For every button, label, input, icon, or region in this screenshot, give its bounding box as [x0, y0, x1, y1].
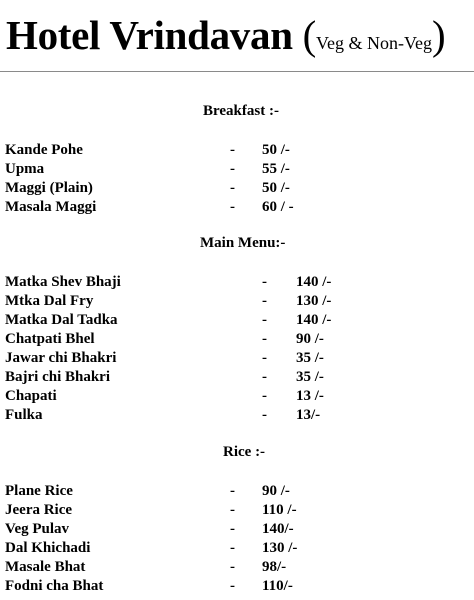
item-dash: - [230, 540, 235, 556]
menu-item [0, 160, 474, 179]
close-paren: ) [432, 12, 446, 58]
item-name: Plane Rice [5, 483, 73, 499]
menu-item [0, 406, 474, 425]
menu-item [0, 520, 474, 539]
item-price: 130 /- [296, 293, 332, 309]
item-name: Dal Khichadi [5, 540, 91, 556]
open-paren: ( [302, 12, 317, 58]
item-name: Chapati [5, 388, 57, 404]
item-price: 130 /- [262, 540, 298, 556]
item-name: Jeera Rice [5, 502, 73, 518]
menu-item [0, 501, 474, 520]
item-dash: - [230, 142, 235, 158]
menu-item [0, 482, 474, 501]
section-title-rice: Rice :- [223, 444, 266, 460]
item-dash: - [262, 331, 267, 347]
item-name: Fodni cha Bhat [5, 578, 104, 594]
item-price: 98/- [262, 559, 287, 575]
item-price: 50 /- [262, 180, 290, 196]
item-price: 90 /- [296, 331, 324, 347]
item-price: 110 /- [262, 502, 297, 518]
item-name: Bajri chi Bhakri [5, 369, 111, 385]
item-dash: - [230, 180, 235, 196]
item-price: 60 / - [262, 199, 294, 215]
menu-item [0, 273, 474, 292]
item-price: 50 /- [262, 142, 290, 158]
menu-item [0, 368, 474, 387]
item-name: Veg Pulav [5, 521, 70, 537]
item-dash: - [230, 578, 235, 594]
item-price: 35 /- [296, 350, 324, 366]
item-name: Matka Shev Bhaji [5, 274, 121, 290]
menu-item [0, 349, 474, 368]
item-name: Fulka [5, 407, 43, 423]
menu-item [0, 141, 474, 160]
section-title-main-menu: Main Menu:- [200, 235, 286, 251]
item-dash: - [262, 312, 267, 328]
item-name: Kande Pohe [5, 142, 83, 158]
item-name: Matka Dal Tadka [5, 312, 118, 328]
item-dash: - [230, 521, 235, 537]
item-name: Jawar chi Bhakri [5, 350, 117, 366]
menu-item [0, 558, 474, 577]
item-name: Masale Bhat [5, 559, 86, 575]
section-title-breakfast: Breakfast :- [203, 103, 279, 119]
item-price: 140 /- [296, 274, 332, 290]
item-price: 90 /- [262, 483, 290, 499]
item-dash: - [262, 369, 267, 385]
item-price: 110/- [262, 578, 293, 594]
item-dash: - [262, 274, 267, 290]
item-dash: - [230, 502, 235, 518]
item-price: 140/- [262, 521, 294, 537]
menu-type-subtitle: Veg & Non-Veg [316, 33, 433, 53]
item-dash: - [230, 483, 235, 499]
item-price: 13/- [296, 407, 321, 423]
item-dash: - [230, 559, 235, 575]
menu-item [0, 387, 474, 406]
item-dash: - [262, 407, 267, 423]
menu-item [0, 539, 474, 558]
item-dash: - [230, 161, 235, 177]
menu-item [0, 311, 474, 330]
item-name: Maggi (Plain) [5, 180, 93, 196]
hotel-name: Hotel Vrindavan [6, 12, 293, 58]
menu-item [0, 330, 474, 349]
item-dash: - [230, 199, 235, 215]
item-name: Masala Maggi [5, 199, 97, 215]
item-name: Mtka Dal Fry [5, 293, 94, 309]
item-price: 55 /- [262, 161, 290, 177]
menu-item [0, 198, 474, 217]
item-price: 140 /- [296, 312, 332, 328]
menu-item [0, 179, 474, 198]
menu-item [0, 292, 474, 311]
item-price: 35 /- [296, 369, 324, 385]
hotel-title [6, 8, 445, 70]
item-dash: - [262, 388, 267, 404]
item-price: 13 /- [296, 388, 324, 404]
menu-item [0, 577, 474, 596]
item-name: Chatpati Bhel [5, 331, 95, 347]
item-dash: - [262, 293, 267, 309]
item-name: Upma [5, 161, 45, 177]
menu-header [0, 0, 474, 72]
item-dash: - [262, 350, 267, 366]
